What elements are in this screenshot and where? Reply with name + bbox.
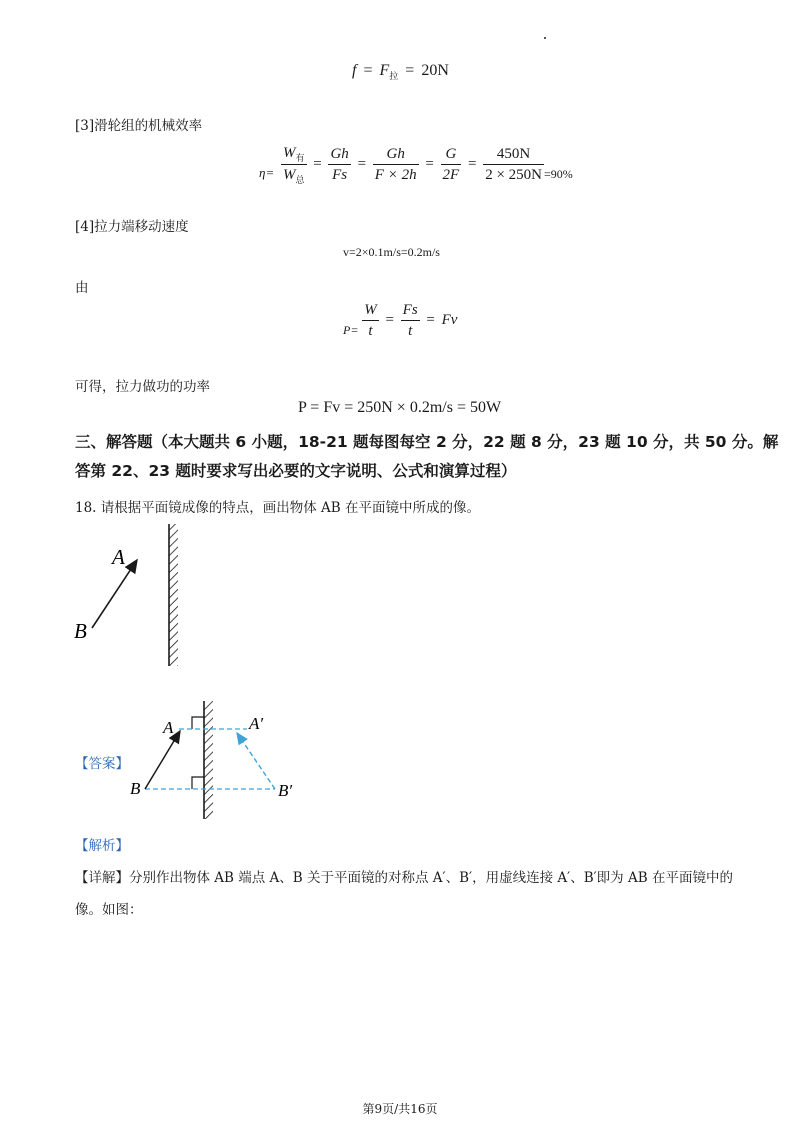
answer-label-a: A <box>163 718 174 737</box>
frac-gh-fs <box>328 144 350 185</box>
frac-work <box>281 143 307 186</box>
efficiency-result: =90% <box>543 166 573 181</box>
figure-answer <box>125 695 305 825</box>
section3-line1: 三、解答题（本大题共 6 小题，18-21 题每图每空 2 分，22 题 8 分，23 题 10 分，共 50 分。解 <box>75 433 779 451</box>
f1-den: Fs <box>332 167 348 183</box>
eq-equals: = <box>405 62 415 80</box>
f3-num: G <box>441 144 462 165</box>
figure-question <box>60 520 210 670</box>
answer-label-b-prime: B′ <box>278 781 293 800</box>
eq-value: 20N <box>421 62 449 79</box>
w-num: W <box>282 145 296 161</box>
answer-label-b: B <box>130 779 141 798</box>
right-angle-mark-bottom <box>192 777 204 789</box>
detail-line1: 【详解】分别作出物体 AB 端点 A、B 关于平面镜的对称点 A′、B′，用虚线连接 A′、B′即为 AB 在平面镜中的 <box>75 870 733 886</box>
page-footer: 第9页/共16页 <box>362 1102 438 1116</box>
p-f1-den: t <box>368 323 373 339</box>
p-f2-den: t <box>408 323 413 339</box>
section3-line2: 答第 22、23 题时要求写出必要的文字说明、公式和演算过程） <box>75 462 517 480</box>
w-den: W <box>282 167 296 183</box>
scan-dot <box>544 37 546 39</box>
object-arrow-ab <box>92 560 137 628</box>
equation-efficiency: η= $\frac{W_有}{W_总}$ = $\frac{Gh}{Fs}$ = $\frac{Gh}{F \times 2h}$ = $\frac{G}{2F}$ = $\frac{450N}{2 \times 250N}$ $_{=90\%}$ <box>256 143 573 186</box>
detail-text <box>75 862 735 926</box>
f2-num: Gh <box>373 144 419 165</box>
eq-equals: = <box>363 62 373 80</box>
f4-den: 2 × 250N <box>485 167 542 183</box>
p-f1-num: W <box>362 300 379 321</box>
frac-fs-t <box>401 300 420 341</box>
keyi-text: 可得，拉力做功的功率 <box>75 379 210 395</box>
analysis-tag: 【解析】 <box>75 838 129 854</box>
eq-F-sub: 拉 <box>389 71 399 81</box>
p-lhs: P= <box>343 322 359 337</box>
p-rhs: Fv <box>441 312 458 328</box>
label-b: B <box>74 619 87 643</box>
w-den-sub: 总 <box>295 175 305 185</box>
label-a: A <box>112 545 125 569</box>
step3-label: [3]滑轮组的机械效率 <box>75 118 203 134</box>
frac-gh-f2h <box>373 144 419 185</box>
by-text: 由 <box>75 280 89 296</box>
section3-heading <box>75 428 779 486</box>
answer-mirror-hatching <box>204 701 213 819</box>
f3-den: 2F <box>442 167 460 183</box>
answer-label-a-prime: A′ <box>249 714 264 733</box>
answer-tag: 【答案】 <box>75 756 129 772</box>
eta-symbol: η= <box>259 164 275 180</box>
frac-450-500 <box>483 144 544 185</box>
right-angle-mark-top <box>192 717 204 729</box>
question-18: 18. 请根据平面镜成像的特点，画出物体 AB 在平面镜中所成的像。 <box>75 500 481 516</box>
equation-power-value: P = Fv = 250N × 0.2m/s = 50W <box>298 399 502 416</box>
p-f2-num: Fs <box>401 300 420 321</box>
eq-f: f <box>352 62 357 79</box>
eq-F: F <box>379 62 390 79</box>
frac-g-2f <box>441 144 462 185</box>
equation-power-formula: $_{P=}$ $\frac{W}{t}$ = $\frac{Fs}{t}$ = Fv <box>343 302 458 339</box>
f1-num: Gh <box>328 144 350 165</box>
frac-w-t <box>362 300 379 341</box>
equation-velocity: v=2×0.1m/s=0.2m/s <box>343 245 440 259</box>
f4-num: 450N <box>483 144 544 165</box>
mirror-hatching <box>169 524 178 666</box>
answer-object-arrow-ab <box>145 731 180 789</box>
f2-den: F × 2h <box>374 167 417 183</box>
step4-label: [4]拉力端移动速度 <box>75 219 189 235</box>
w-num-sub: 有 <box>295 153 305 163</box>
equation-friction <box>352 62 449 80</box>
image-arrow-a-prime-b-prime <box>237 733 275 789</box>
detail-line2: 像。如图： <box>75 902 143 918</box>
